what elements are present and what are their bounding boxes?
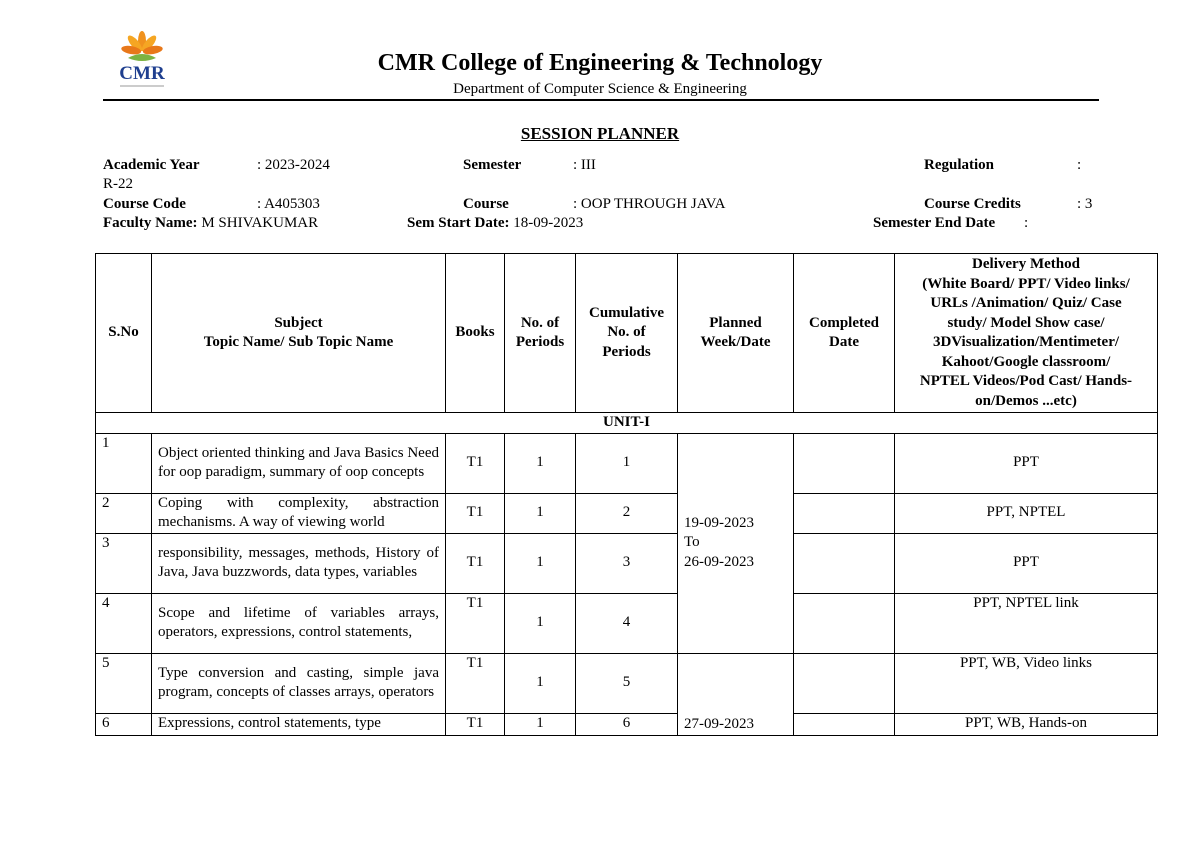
- row-topic: Expressions, control statements, type: [152, 713, 446, 735]
- row-topic: responsibility, messages, methods, History of Java, Java buzzwords, data types, variables: [152, 533, 446, 593]
- faculty-value: M SHIVAKUMAR: [197, 215, 319, 231]
- sem-start-value: 18-09-2023: [509, 215, 584, 231]
- table-row: [96, 533, 1158, 593]
- course-code-label: Course Code: [103, 196, 186, 212]
- row-completed: [794, 533, 895, 593]
- row-periods: 1: [505, 493, 576, 533]
- semester-value: : III: [573, 157, 596, 173]
- row-topic: Type conversion and casting, simple java program, concepts of classes arrays, operators: [152, 653, 446, 713]
- planned-week-date-2: 27-09-2023: [678, 653, 794, 735]
- table-row: [96, 713, 1158, 735]
- header-periods: No. of Periods: [505, 254, 576, 413]
- row-books: T1: [446, 653, 505, 713]
- regulation-label: Regulation: [924, 157, 995, 173]
- course-credits-value: : 3: [1077, 196, 1093, 212]
- row-cumulative: 5: [576, 653, 678, 713]
- session-plan-table: [95, 253, 1158, 736]
- sem-end-value: :: [1024, 215, 1029, 231]
- row-delivery: PPT, WB, Video links: [895, 653, 1158, 713]
- row-sno: 2: [96, 493, 152, 533]
- faculty-name: [103, 215, 318, 232]
- row-delivery: PPT: [895, 433, 1158, 493]
- unit-label: UNIT-I: [96, 413, 1158, 434]
- regulation-value: R-22: [103, 176, 133, 192]
- row-delivery: PPT, WB, Hands-on: [895, 713, 1158, 735]
- row-topic: Object oriented thinking and Java Basics Need for oop paradigm, summary of oop concepts: [152, 433, 446, 493]
- unit-row: [96, 413, 1158, 434]
- row-books: T1: [446, 533, 505, 593]
- row-completed: [794, 433, 895, 493]
- course-label: Course: [463, 196, 509, 212]
- faculty-label: Faculty Name:: [103, 215, 198, 231]
- row-sno: 5: [96, 653, 152, 713]
- row-completed: [794, 653, 895, 713]
- row-cumulative: 6: [576, 713, 678, 735]
- table-row: [96, 433, 1158, 493]
- header-delivery: Delivery Method (White Board/ PPT/ Video links/ URLs /Animation/ Quiz/ Case study/ Model Show case/ 3DVisualization/Mentimeter/ Kahoot/Google classroom/ NPTEL Videos/Pod Cast/ Hands- on/Demos ...etc): [895, 254, 1158, 413]
- row-periods: 1: [505, 593, 576, 653]
- college-name: CMR College of Engineering & Technology: [377, 50, 823, 76]
- semester-label: Semester: [463, 157, 522, 173]
- row-sno: 4: [96, 593, 152, 653]
- row-periods: 1: [505, 713, 576, 735]
- table-row: [96, 593, 1158, 653]
- sem-start-date: [407, 215, 583, 232]
- academic-year-label: Academic Year: [103, 157, 200, 173]
- row-cumulative: 2: [576, 493, 678, 533]
- row-books: T1: [446, 493, 505, 533]
- header-subject: Subject Topic Name/ Sub Topic Name: [152, 254, 446, 413]
- row-books: T1: [446, 713, 505, 735]
- row-topic: Scope and lifetime of variables arrays, operators, expressions, control statements,: [152, 593, 446, 653]
- academic-year-value: : 2023-2024: [257, 157, 330, 173]
- row-sno: 6: [96, 713, 152, 735]
- header-row: [96, 254, 1158, 413]
- row-periods: 1: [505, 653, 576, 713]
- header-books: Books: [446, 254, 505, 413]
- row-cumulative: 4: [576, 593, 678, 653]
- course-value: : OOP THROUGH JAVA: [573, 196, 726, 212]
- regulation-colon: :: [1077, 157, 1082, 173]
- page-title: SESSION PLANNER: [520, 124, 680, 143]
- row-completed: [794, 493, 895, 533]
- row-cumulative: 1: [576, 433, 678, 493]
- row-sno: 3: [96, 533, 152, 593]
- table-row: [96, 493, 1158, 533]
- row-periods: 1: [505, 433, 576, 493]
- course-code-value: : A405303: [257, 196, 320, 212]
- course-credits-label: Course Credits: [924, 196, 1021, 212]
- row-completed: [794, 593, 895, 653]
- row-cumulative: 3: [576, 533, 678, 593]
- row-completed: [794, 713, 895, 735]
- row-books: T1: [446, 593, 505, 653]
- header-cumulative: Cumulative No. of Periods: [576, 254, 678, 413]
- row-periods: 1: [505, 533, 576, 593]
- header-divider: [103, 99, 1099, 101]
- header-completed: Completed Date: [794, 254, 895, 413]
- table-row: [96, 653, 1158, 713]
- row-delivery: PPT, NPTEL: [895, 493, 1158, 533]
- header-planned: Planned Week/Date: [678, 254, 794, 413]
- row-books: T1: [446, 433, 505, 493]
- row-delivery: PPT: [895, 533, 1158, 593]
- row-sno: 1: [96, 433, 152, 493]
- header-sno: S.No: [96, 254, 152, 413]
- sem-start-label: Sem Start Date:: [407, 215, 510, 231]
- department-name: Department of Computer Science & Engineering: [453, 81, 747, 97]
- row-topic: Coping with complexity, abstraction mechanisms. A way of viewing world: [152, 493, 446, 533]
- logo-text: CMR: [119, 63, 165, 84]
- planned-week-date: 19-09-2023 To 26-09-2023: [678, 433, 794, 653]
- row-delivery: PPT, NPTEL link: [895, 593, 1158, 653]
- sem-end-label: Semester End Date: [873, 215, 996, 231]
